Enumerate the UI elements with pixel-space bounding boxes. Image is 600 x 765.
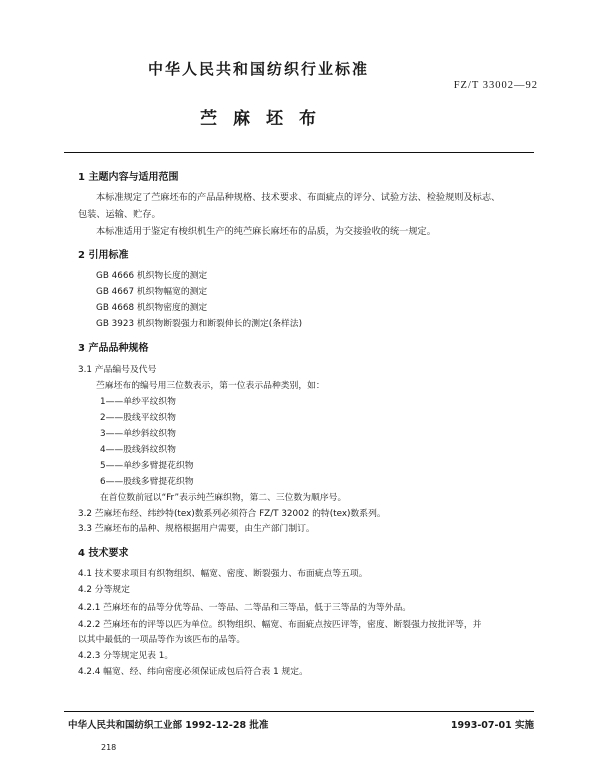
clause-4-1: 4.1 技术要求项目有织物组织、幅宽、密度、断裂强力、布面疵点等五项。: [78, 569, 368, 579]
document-title: 苎麻坯布: [200, 109, 332, 129]
section-3-heading: 3 产品品种规格: [78, 343, 149, 354]
type-item: 1——单纱平纹织物: [100, 397, 176, 407]
reference-item: GB 4666 机织物长度的测定: [96, 271, 208, 281]
type-item: 6——股线多臂提花织物: [100, 477, 194, 487]
clause-3-1: 3.1 产品编号及代号: [78, 365, 157, 375]
section-1-paragraph-1b: 包装、运输、贮存。: [78, 209, 161, 220]
clause-3-3: 3.3 苎麻坯布的品种、规格根据用户需要，由生产部门制订。: [78, 524, 315, 534]
header-divider: [64, 152, 534, 153]
section-2-heading: 2 引用标准: [78, 250, 129, 261]
clause-4-2-4: 4.2.4 幅宽、经、纬向密度必须保证成包后符合表 1 规定。: [78, 667, 308, 677]
reference-item: GB 3923 机织物断裂强力和断裂伸长的测定(条样法): [96, 319, 303, 329]
reference-item: GB 4668 机织物密度的测定: [96, 303, 208, 313]
type-item: 5——单纱多臂提花织物: [100, 461, 194, 471]
clause-3-1-note: 在首位数前冠以“Fr”表示纯苎麻织物，第二、三位数为顺序号。: [100, 493, 347, 503]
clause-3-1-intro: 苎麻坯布的编号用三位数表示，第一位表示品种类别，如：: [96, 381, 325, 391]
implementation-date: 1993-07-01 实施: [450, 720, 534, 731]
footer-divider: [64, 711, 534, 712]
type-item: 2——股线平纹织物: [100, 413, 176, 423]
clause-4-2-2b: 以其中最低的一项品等作为该匹布的品等。: [78, 635, 246, 645]
section-1-heading: 1 主题内容与适用范围: [78, 172, 179, 183]
reference-item: GB 4667 机织物幅宽的测定: [96, 287, 208, 297]
clause-4-2-3: 4.2.3 分等规定见表 1。: [78, 651, 174, 661]
clause-4-2-2a: 4.2.2 苎麻坯布的评等以匹为单位。织物组织、幅宽、布面疵点按匹评等，密度、断裂强力按批评等，并: [78, 620, 482, 630]
clause-4-2-1: 4.2.1 苎麻坯布的品等分优等品、一等品、二等品和三等品，低于三等品的为等外品。: [78, 603, 412, 613]
issuing-organization: 中华人民共和国纺织行业标准: [148, 60, 370, 78]
approval-line: 中华人民共和国纺织工业部 1992-12-28 批准: [68, 720, 269, 731]
type-item: 3——单纱斜纹织物: [100, 429, 176, 439]
page-number: 218: [101, 743, 117, 752]
section-1-paragraph-2: 本标准适用于鉴定有梭织机生产的纯苎麻长麻坯布的品质，为交接验收的统一规定。: [96, 226, 436, 237]
type-item: 4——股线斜纹织物: [100, 445, 176, 455]
clause-3-2: 3.2 苎麻坯布经、纬纱特(tex)数系列必须符合 FZ/T 32002 的特(tex)数系列。: [78, 509, 386, 519]
standard-code: FZ/T 33002—92: [453, 80, 538, 91]
clause-4-2: 4.2 分等规定: [78, 585, 130, 595]
section-1-paragraph-1a: 本标准规定了苎麻坯布的产品品种规格、技术要求、布面疵点的评分、试验方法、检验规则及标志、: [96, 192, 501, 203]
section-4-heading: 4 技术要求: [78, 548, 129, 559]
